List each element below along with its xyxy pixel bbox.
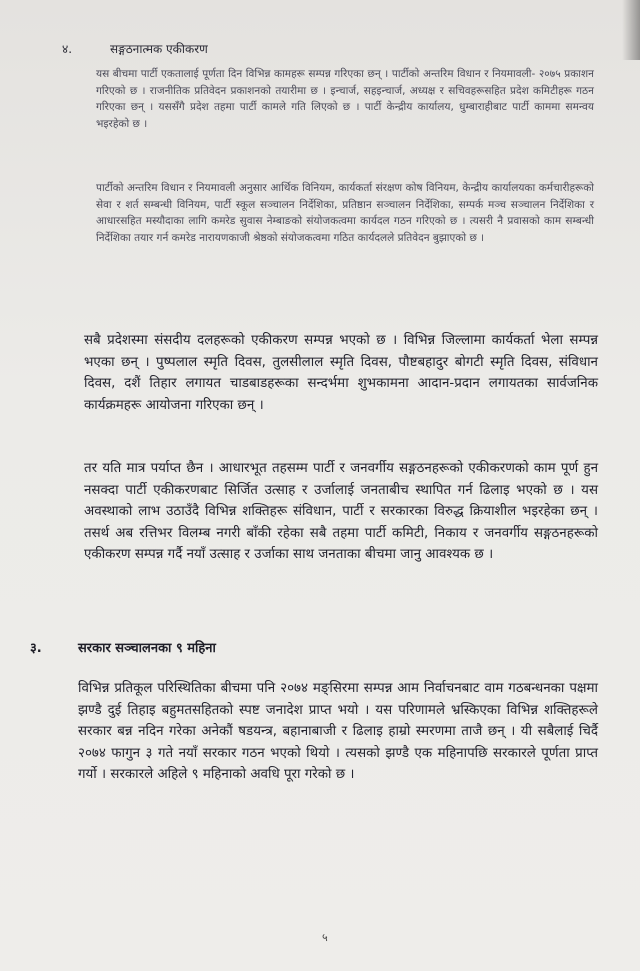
paragraph-text: पार्टीको अन्तरिम विधान र नियमावली अनुसार आर्थिक विनियम, कार्यकर्ता संरक्षण कोष विनियम, केन्द्रीय कार्यालयका कर्मचारीहरूको सेवा र शर्त सम्बन्धी विनियम, पार्टी स्कूल सञ्चालन निर्देशिका, प्रतिष्ठान सञ्चालन निर्देशिका, सम्पर्क मञ्च सञ्चालन निर्देशिका र आधारसहित मस्यौदाका लागि कमरेड सुवास नेम्बाङको संयोजकत्वमा कार्यदल गठन गरिएको छ । त्यसरी नै प्रवासको काम सम्बन्धी निर्देशिका तयार गर्न कमरेड नारायणकाजी श्रेष्ठको संयोजकत्वमा गठित कार्यदलले प्रतिवेदन बुझाएको छ ।: [96, 182, 594, 244]
section-heading-4: [62, 40, 208, 57]
section-number: ४.: [62, 42, 73, 56]
paragraph-text: यस बीचमा पार्टी एकतालाई पूर्णता दिन विभिन्न कामहरू सम्पन्न गरिएका छन् । पार्टीको अन्तरिम विधान र नियमावली- २०७५ प्रकाशन गरिएको छ । राजनीतिक प्रतिवेदन प्रकाशनको तयारीमा छ । इन्चार्ज, सहइन्चार्ज, अध्यक्ष र सचिवहरूसहित प्रदेश कमिटीहरू गठन गरिएका छन् । यससँगै प्रदेश तहमा पार्टी कामले गति लिएको छ । पार्टी केन्द्रीय कार्यालय, धुम्बाराहीबाट पार्टी काममा समन्वय भइरहेको छ ।: [96, 68, 594, 130]
paragraph-text: तर यति मात्र पर्याप्त छैन । आधारभूत तहसम्म पार्टी र जनवर्गीय सङ्गठनहरूको एकीकरणको काम पूर्ण हुन नसक्दा पार्टी एकीकरणबाट सिर्जित उत्साह र उर्जालाई जनताबीच स्थापित गर्न ढिलाइ भएको छ । यस अवस्थाको लाभ उठाउँदै विभिन्न शक्तिहरू संविधान, पार्टी र सरकारका विरुद्ध क्रियाशील भइरहेका छन् । तसर्थ अब रत्तिभर विलम्ब नगरी बाँकी रहेका सबै तहमा पार्टी कमिटी, निकाय र जनवर्गीय सङ्गठनहरूको एकीकरण सम्पन्न गर्दै नयाँ उत्साह र उर्जाका साथ जनताका बीचमा जानु आवश्यक छ ।: [84, 461, 598, 562]
paragraph-3-1: [78, 678, 598, 786]
page-edge-shadow: [622, 0, 640, 60]
paragraph-text: विभिन्न प्रतिकूल परिस्थितिका बीचमा पनि २०७४ मङ्सिरमा सम्पन्न आम निर्वाचनबाट वाम गठबन्धनका पक्षमा झण्डै दुई तिहाइ बहुमतसहितको स्पष्ट जनादेश प्राप्त भयो । यस परिणामले भ्रस्किएका विभिन्न शक्तिहरूले सरकार बन्न नदिन गरेका अनेकौं षडयन्त्र, बहानाबाजी र ढिलाइ हाम्रो स्मरणमा ताजै छन् । यी सबैलाई चिर्दै २०७४ फागुन ३ गते नयाँ सरकार गठन भएको थियो । त्यसको झण्डै एक महिनापछि सरकारले पूर्णता प्राप्त गर्यो । सरकारले अहिले ९ महिनाको अवधि पूरा गरेको छ ।: [78, 681, 598, 782]
section-number: ३.: [30, 641, 42, 656]
paragraph-text: सबै प्रदेशस्मा संसदीय दलहरूको एकीकरण सम्पन्न भएको छ । विभिन्न जिल्लामा कार्यकर्ता भेला सम्पन्न भएका छन् । पुष्पलाल स्मृति दिवस, तुलसीलाल स्मृति दिवस, पौष्टबहादुर बोगटी स्मृति दिवस, संविधान दिवस, दशैं तिहार लगायत चाडबाडहरूका सन्दर्भमा शुभकामना आदान-प्रदान लगायतका सार्वजनिक कार्यक्रमहरू आयोजना गरिएका छन् ।: [84, 333, 598, 413]
paragraph-4-2: [96, 180, 594, 246]
page-number: ५: [322, 931, 328, 944]
paragraph-4-1: [96, 66, 594, 132]
paragraph-4-3: [84, 330, 598, 416]
section-heading-3: [30, 638, 216, 656]
paragraph-4-4: [84, 458, 598, 566]
section-title: सङ्गठनात्मक एकीकरण: [110, 42, 208, 56]
section-title: सरकार सञ्चालनका ९ महिना: [78, 641, 216, 656]
